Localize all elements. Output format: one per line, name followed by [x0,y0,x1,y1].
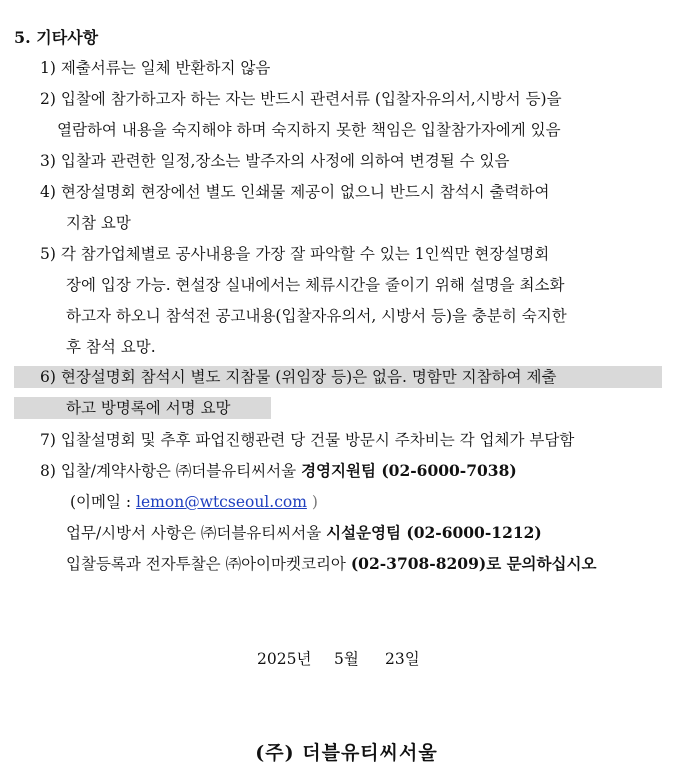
item-8-email-line [70,491,318,513]
company-name: (주) 더블유티씨서울 [255,742,438,764]
section-heading [14,27,98,49]
item-text: 입찰설명회 및 추후 파업진행관련 당 건물 방문시 주차비는 각 업체가 부담함 [60,431,575,449]
email-link[interactable]: lemon@wtcseoul.com [136,493,307,511]
item-8 [40,460,517,482]
item-text: 후 참석 요망. [66,338,156,356]
item-6-continuation [66,397,231,419]
item-8-registration-line [66,553,596,575]
item-number: 8) [40,462,56,480]
date-year: 2025년 [257,650,312,668]
item-number: 5) [40,245,56,263]
item-text: 입찰등록과 전자투찰은 ㈜아이마켓코리아 [66,555,351,573]
item-text: 하고 방명록에 서명 요망 [66,399,231,417]
item-text: 현장설명회 현장에선 별도 인쇄물 제공이 없으니 반드시 참석시 출력하여 [60,183,550,201]
item-text: 입찰과 관련한 일정,장소는 발주자의 사정에 의하여 변경될 수 있음 [60,152,510,170]
item-text: 제출서류는 일체 반환하지 않음 [60,59,271,77]
item-number: 7) [40,431,56,449]
contact-imarketkorea: (02-3708-8209)로 문의하십시오 [350,554,597,573]
item-7 [40,429,574,451]
item-text: 현장설명회 참석시 별도 지참물 (위임장 등)은 없음. 명함만 지참하여 제출 [60,368,557,386]
item-text: 하고자 하오니 참석전 공고내용(입찰자유의서, 시방서 등)을 충분히 숙지한 [66,307,567,325]
item-number: 3) [40,152,56,170]
contact-facility-team: 시설운영팀 (02-6000-1212) [326,523,542,542]
item-text: 입찰/계약사항은 ㈜더블유티씨서울 [60,462,302,480]
item-text: 열람하여 내용을 숙지해야 하며 숙지하지 못한 책임은 입찰참가자에게 있음 [57,121,561,139]
email-suffix: ) [306,493,318,511]
item-5-continuation-2 [66,305,567,327]
item-4-continuation [66,212,131,234]
section-title: 기타사항 [36,28,99,47]
email-prefix: (이메일 : [70,493,137,511]
item-text: 각 참가업체별로 공사내용을 가장 잘 파악할 수 있는 1인씩만 현장설명회 [60,245,550,263]
item-8-facility-line [66,522,542,544]
item-number: 6) [40,368,56,386]
item-text: 업무/시방서 사항은 ㈜더블유티씨서울 [66,524,327,542]
item-6 [40,366,556,388]
item-text: 입찰에 참가하고자 하는 자는 반드시 관련서류 (입찰자유의서,시방서 등)을 [60,90,562,108]
item-1 [40,57,270,79]
item-5-continuation-1 [66,274,564,296]
item-number: 4) [40,183,56,201]
item-5 [40,243,549,265]
item-2-continuation [57,119,561,141]
item-number: 1) [40,59,56,77]
item-text: 지참 요망 [66,214,131,232]
item-2 [40,88,562,110]
item-text: 장에 입장 가능. 현설장 실내에서는 체류시간을 줄이기 위해 설명을 최소화 [66,276,565,294]
date-month: 5월 [334,650,359,668]
item-4 [40,181,549,203]
item-3 [40,150,509,172]
contact-management-team: 경영지원팀 (02-6000-7038) [301,461,517,480]
item-5-continuation-3 [66,336,156,358]
item-number: 2) [40,90,56,108]
date-day: 23일 [385,650,420,668]
section-number: 5. [14,28,31,47]
